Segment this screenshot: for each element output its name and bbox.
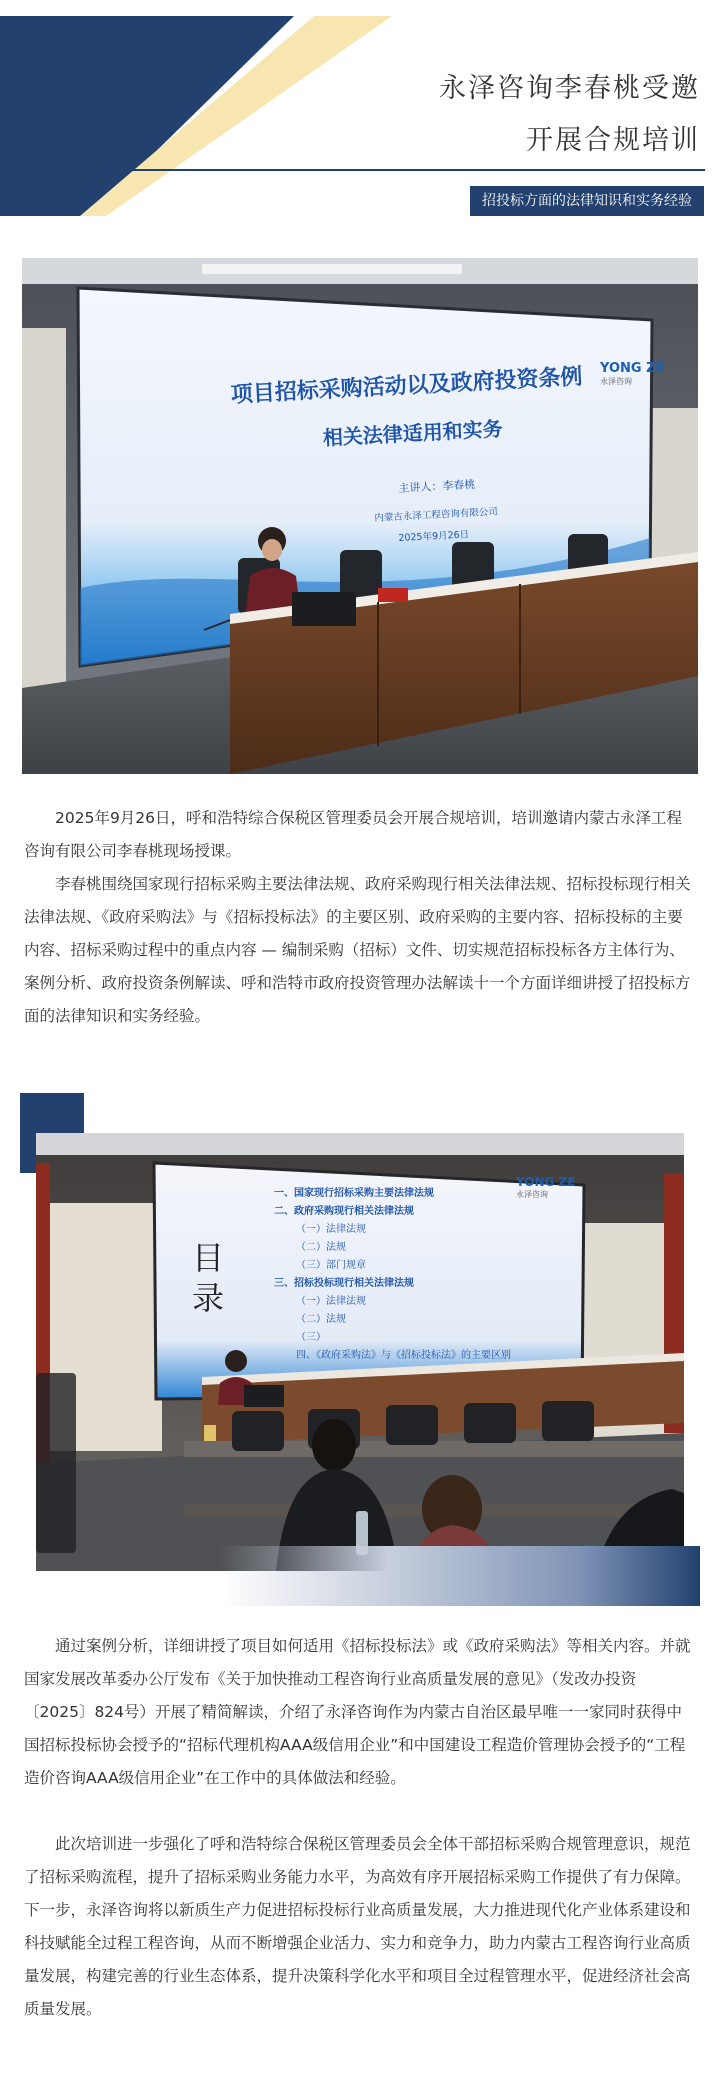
toc-item: （二）法规 xyxy=(296,1242,346,1253)
screen2-logo xyxy=(516,1175,575,1200)
page-header xyxy=(0,0,720,230)
projection-screen-2 xyxy=(36,1133,684,1571)
toc-item: （三） xyxy=(296,1332,326,1343)
projection-screen xyxy=(22,258,698,774)
header-decoration xyxy=(0,0,420,220)
screen-company: 内蒙古永泽工程咨询有限公司 xyxy=(374,506,499,524)
screen2-logo-sub: 永泽咨询 xyxy=(516,1190,548,1199)
title-divider xyxy=(108,169,705,171)
toc-item: 四、《政府采购法》与《招标投标法》的主要区别 xyxy=(296,1350,511,1361)
screen-title-line1: 项目招标采购活动以及政府投资条例 xyxy=(230,364,584,408)
subtitle-tag: 招投标方面的法律知识和实务经验 xyxy=(470,186,704,216)
page-title-line1: 永泽咨询李春桃受邀 xyxy=(439,73,700,104)
toc-heading-char-2: 录 xyxy=(192,1279,225,1317)
toc-item: （二）法规 xyxy=(296,1314,346,1325)
article-paragraph-3: 通过案例分析，详细讲授了项目如何适用《招标投标法》或《政府采购法》等相关内容。并就国家发展改革委办公厅发布《关于加快推动工程咨询行业高质量发展的意见》（发改办投资〔2025〕824号）开展了精简解读，介绍了永泽咨询作为内蒙古自治区最早唯一一家同时获得中国招标投标协会授予的“招标代理机构AAA级信用企业”和中国建设工程造价管理协会授予的“工程造价咨询AAA级信用企业”在工作中的具体做法和经验。 xyxy=(24,1637,691,1787)
toc-item: （一）法律法规 xyxy=(296,1296,366,1307)
toc-item: 三、招标投标现行相关法律法规 xyxy=(274,1278,414,1289)
toc-item: 二、政府采购现行相关法律法规 xyxy=(274,1206,414,1217)
toc-item: 一、国家现行招标采购主要法律法规 xyxy=(274,1188,434,1199)
screen2-logo-text: YONG ZE xyxy=(516,1175,576,1189)
page-title-line2: 开展合规培训 xyxy=(526,125,700,156)
toc-item: （一）法律法规 xyxy=(296,1224,366,1235)
screen-date: 2025年9月26日 xyxy=(398,529,470,544)
screen-logo xyxy=(600,361,664,387)
article-paragraph-2: 李春桃围绕国家现行招标采购主要法律法规、政府采购现行相关法律法规、招标投标现行相关法律法规、《政府采购法》与《招标投标法》的主要区别、政府采购的主要内容、招标投标的主要内容、招标采购过程中的重点内容 — 编制采购（招标）文件、切实规范招标投标各方主体行为、案例分析、政府投资条例解读、呼和浩特市政府投资管理办法解读十一个方面详细讲授了招投标方面的法律知识和实务经验。 xyxy=(24,875,691,1025)
article-paragraph-4: 此次培训进一步强化了呼和浩特综合保税区管理委员会全体干部招标采购合规管理意识，规范了招标采购流程，提升了招标采购业务能力水平，为高效有序开展招标采购工作提供了有力保障。下一步，永泽咨询将以新质生产力促进招标投标行业高质量发展，大力推进现代化产业体系建设和科技赋能全过程工程咨询，从而不断增强企业活力、实力和竞争力，助力内蒙古工程咨询行业高质量发展，构建完善的行业生态体系，提升决策科学化水平和项目全过程管理水平，促进经济社会高质量发展。 xyxy=(24,1835,691,2018)
photo-gradient-bar xyxy=(220,1546,700,1606)
screen-title-line2: 相关法律适用和实务 xyxy=(322,416,504,450)
screen-logo-text: YONG ZE xyxy=(600,361,665,376)
training-photo-1 xyxy=(22,258,698,774)
screen-logo-sub: 永泽咨询 xyxy=(600,377,632,386)
screen-speaker: 主讲人：李春桃 xyxy=(398,477,476,495)
toc-item: （三）部门规章 xyxy=(296,1260,366,1271)
toc-heading-char-1: 目 xyxy=(192,1239,225,1277)
training-photo-2 xyxy=(36,1133,684,1571)
article-paragraph-1: 2025年9月26日，呼和浩特综合保税区管理委员会开展合规培训，培训邀请内蒙古永泽工程咨询有限公司李春桃现场授课。 xyxy=(24,809,683,860)
toc-list xyxy=(274,1185,511,1365)
